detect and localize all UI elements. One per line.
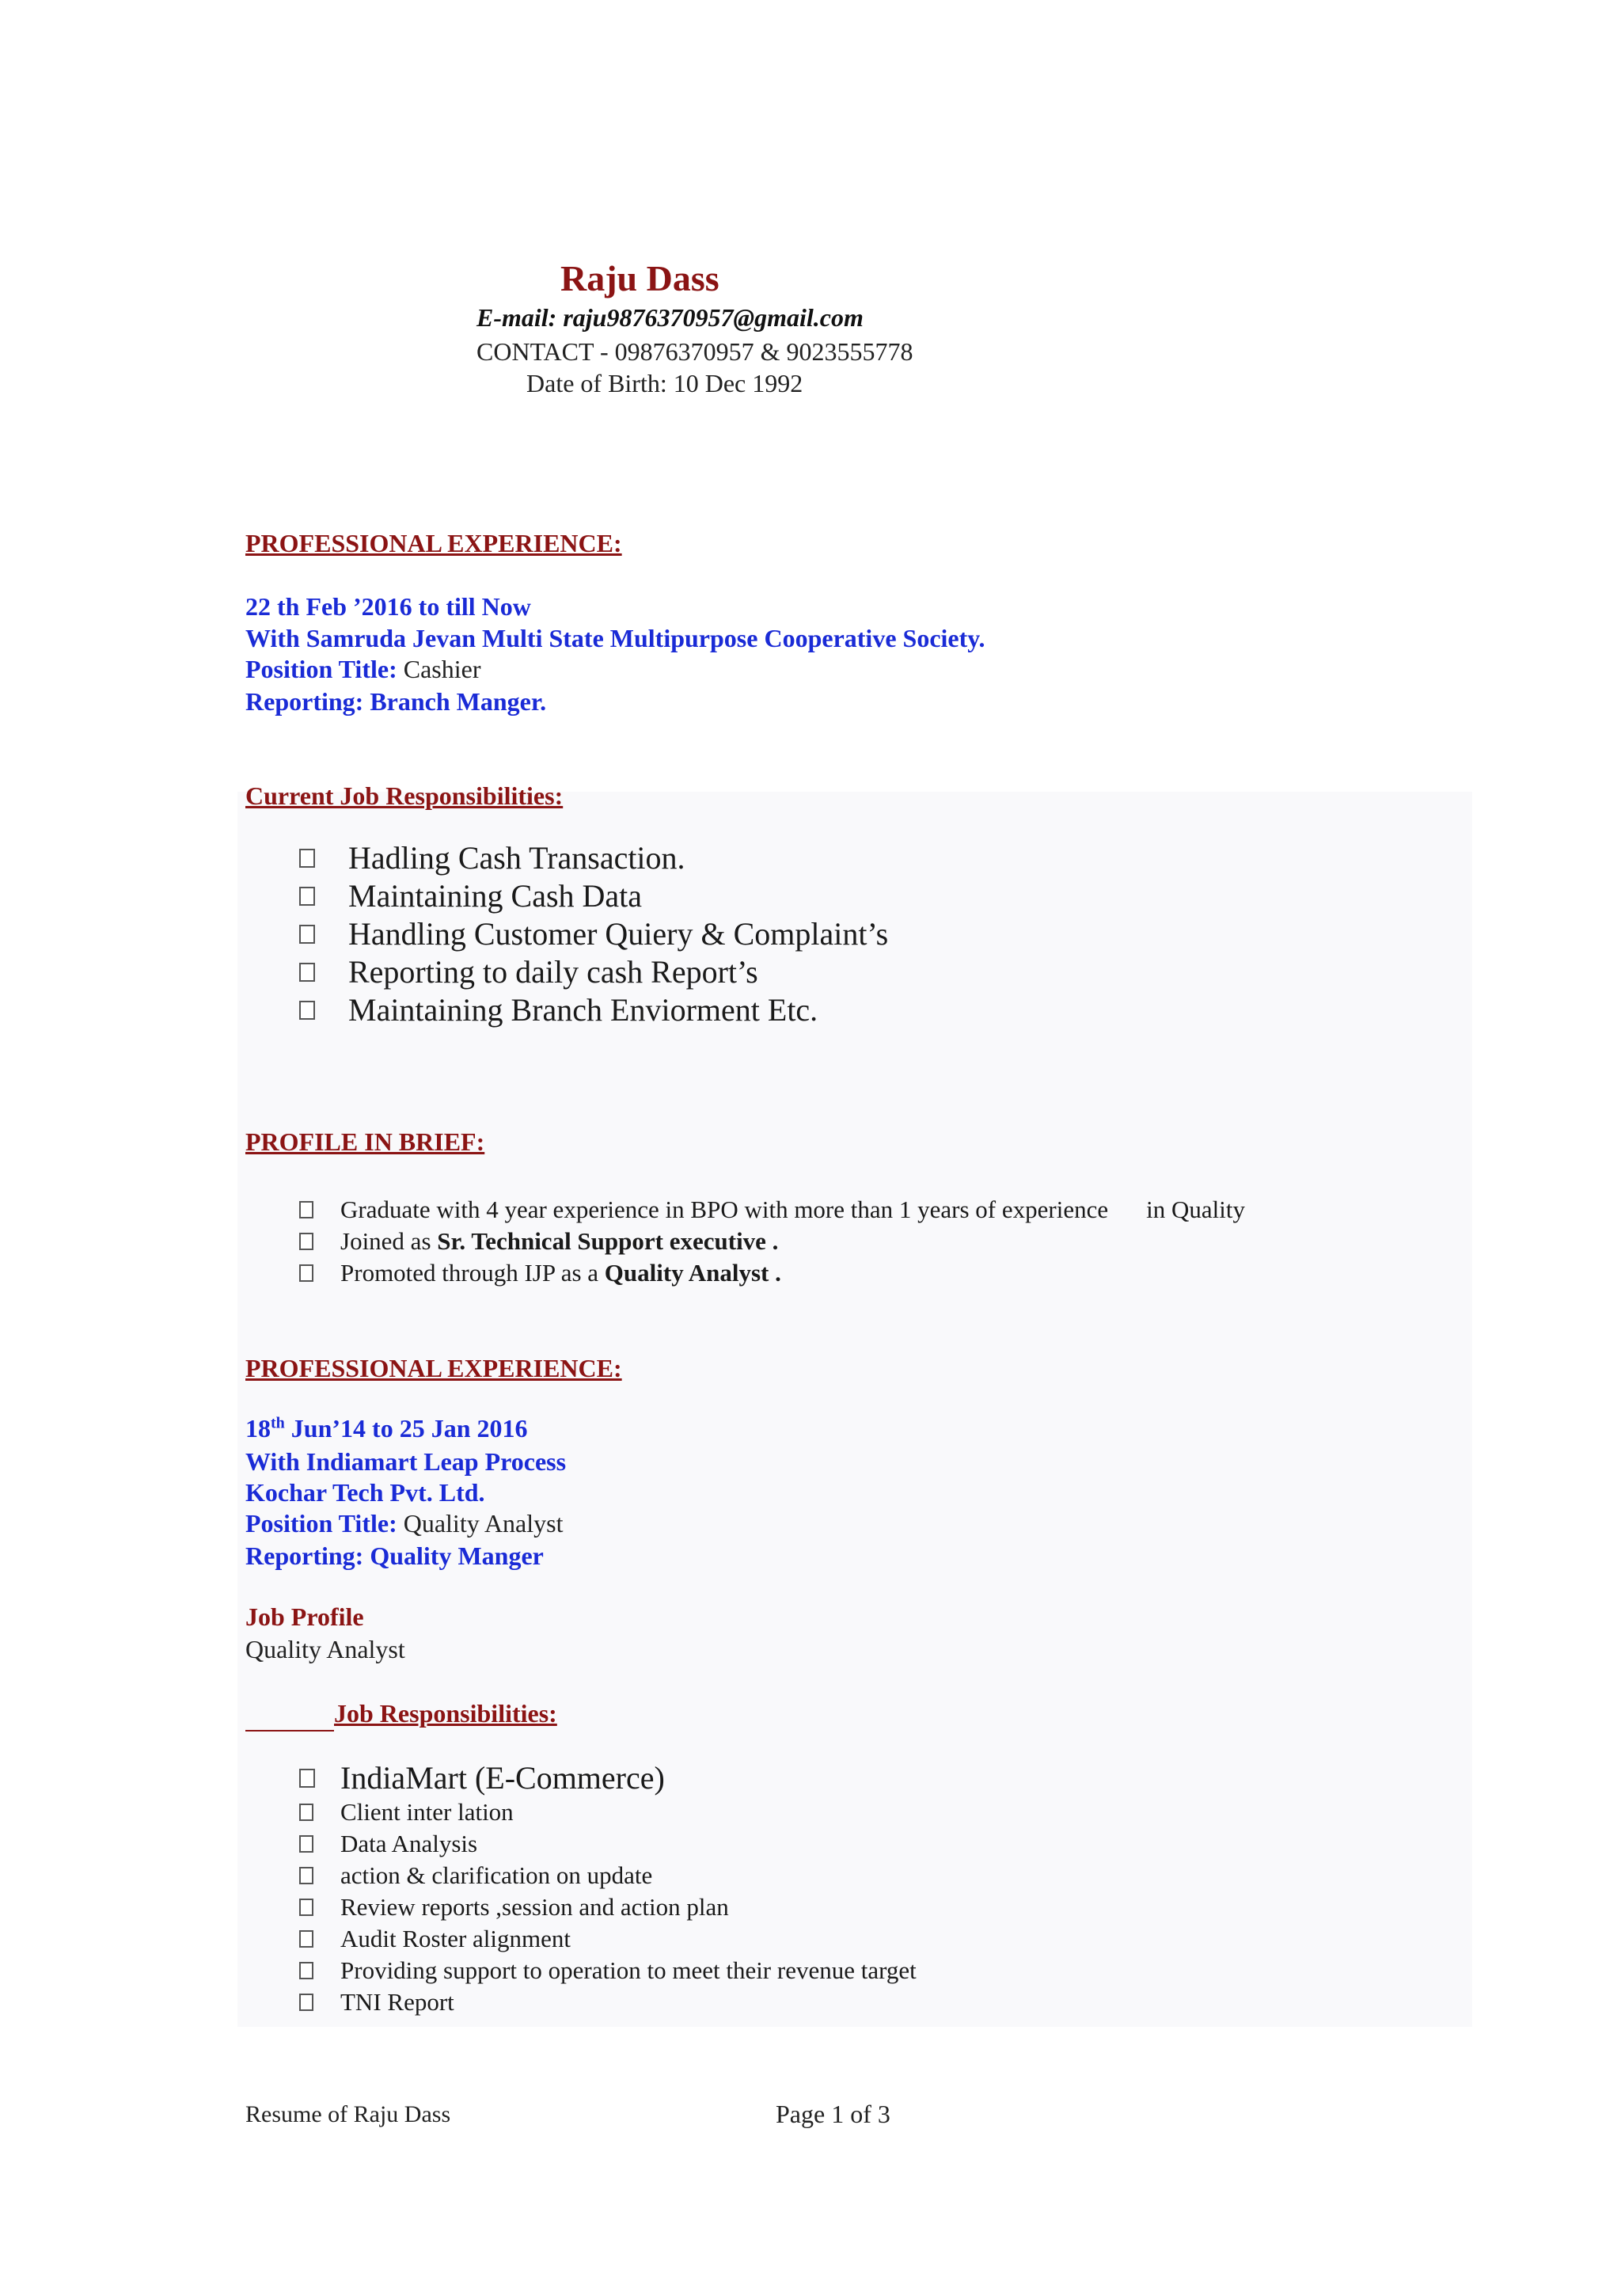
list-item: Audit Roster alignment	[299, 1923, 917, 1955]
checkbox-bullet-icon	[299, 1233, 313, 1250]
section-heading-experience: PROFESSIONAL EXPERIENCE:	[245, 529, 622, 557]
checkbox-bullet-icon	[299, 1804, 313, 1821]
list-item: IndiaMart (E-Commerce)	[299, 1759, 665, 1797]
job-responsibilities-first	[299, 1759, 665, 1797]
list-item: Promoted through IJP as a Quality Analyst .	[299, 1257, 1245, 1289]
checkbox-bullet-icon	[299, 1001, 315, 1020]
position-label: Position Title:	[245, 1509, 397, 1538]
job-profile-value: Quality Analyst	[245, 1635, 405, 1663]
position-value: Cashier	[403, 655, 481, 683]
experience2-company: With Indiamart Leap Process	[245, 1447, 567, 1476]
experience1-position	[245, 655, 480, 684]
list-item: Graduate with 4 year experience in BPO with more than 1 years of experience in Quality	[299, 1194, 1245, 1226]
list-item: Data Analysis	[299, 1828, 917, 1860]
position-value: Quality Analyst	[403, 1509, 564, 1538]
profile-list	[299, 1194, 1245, 1289]
checkbox-bullet-icon	[299, 1835, 313, 1853]
list-item: Maintaining Branch Enviorment Etc.	[299, 991, 888, 1029]
experience2-position	[245, 1509, 563, 1538]
email-line: E-mail: raju9876370957@gmail.com	[476, 303, 864, 332]
list-item: Providing support to operation to meet their revenue target	[299, 1955, 917, 1986]
checkbox-bullet-icon	[299, 1264, 313, 1282]
experience2-company-2: Kochar Tech Pvt. Ltd.	[245, 1478, 485, 1507]
checkbox-bullet-icon	[299, 1899, 313, 1916]
experience2-dates: 18th Jun’14 to 25 Jan 2016	[245, 1414, 528, 1443]
contact-line: CONTACT - 09876370957 & 9023555778	[476, 337, 913, 366]
checkbox-bullet-icon	[299, 849, 315, 868]
list-item: action & clarification on update	[299, 1860, 917, 1891]
checkbox-bullet-icon	[299, 887, 315, 906]
list-item: Reporting to daily cash Report’s	[299, 953, 888, 991]
page-number: Page 1 of 3	[776, 2100, 890, 2128]
section-heading-experience-2: PROFESSIONAL EXPERIENCE:	[245, 1354, 622, 1382]
checkbox-bullet-icon	[299, 1962, 313, 1979]
list-item: Maintaining Cash Data	[299, 877, 888, 915]
experience1-reporting: Reporting: Branch Manger.	[245, 687, 547, 716]
checkbox-bullet-icon	[299, 1769, 315, 1788]
checkbox-bullet-icon	[299, 1867, 313, 1884]
list-item: Client inter lation	[299, 1796, 917, 1828]
job-responsibilities-list	[299, 1796, 917, 2018]
current-responsibilities-list	[299, 839, 888, 1029]
section-heading-profile: PROFILE IN BRIEF:	[245, 1127, 485, 1156]
checkbox-bullet-icon	[299, 1930, 313, 1948]
checkbox-bullet-icon	[299, 963, 315, 982]
candidate-name: Raju Dass	[560, 258, 719, 298]
experience1-company: With Samruda Jevan Multi State Multipurpose Cooperative Society.	[245, 624, 985, 652]
footer-title: Resume of Raju Dass	[245, 2101, 451, 2127]
position-label: Position Title:	[245, 655, 397, 683]
heading-underline-indent	[245, 1730, 334, 1732]
job-profile-label: Job Profile	[245, 1602, 364, 1631]
checkbox-bullet-icon	[299, 925, 315, 944]
list-item: Hadling Cash Transaction.	[299, 839, 888, 877]
list-item: Joined as Sr. Technical Support executive .	[299, 1226, 1245, 1257]
section-heading-job-responsibilities: Job Responsibilities:	[334, 1699, 557, 1728]
list-item: Handling Customer Quiery & Complaint’s	[299, 915, 888, 953]
list-item: Review reports ,session and action plan	[299, 1891, 917, 1923]
experience2-reporting: Reporting: Quality Manger	[245, 1541, 544, 1570]
section-heading-current-responsibilities: Current Job Responsibilities:	[245, 781, 564, 810]
dob-line: Date of Birth: 10 Dec 1992	[526, 369, 803, 397]
experience1-dates: 22 th Feb ’2016 to till Now	[245, 592, 531, 621]
checkbox-bullet-icon	[299, 1201, 313, 1218]
checkbox-bullet-icon	[299, 1994, 313, 2011]
list-item: TNI Report	[299, 1986, 917, 2018]
